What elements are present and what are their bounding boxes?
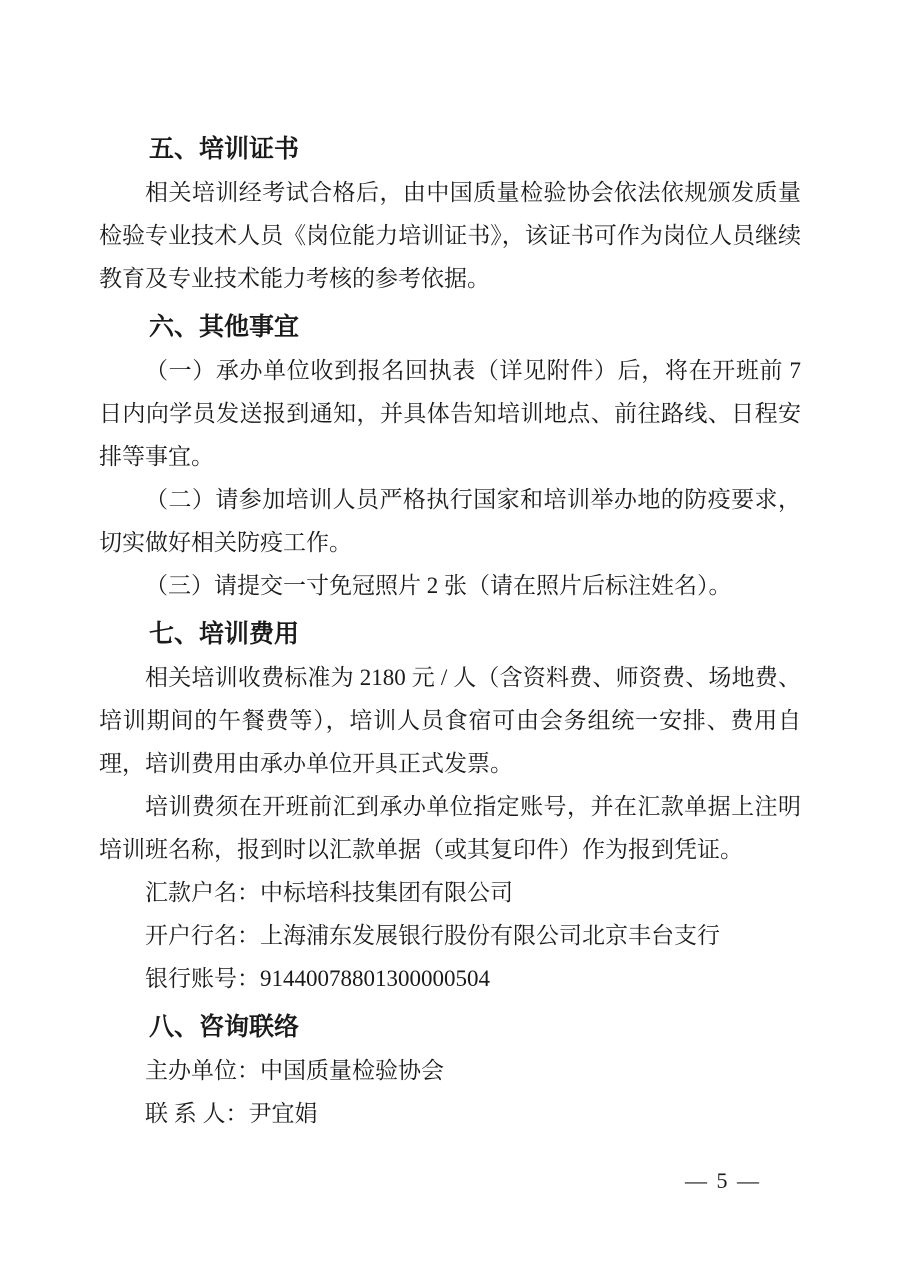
paragraph: 相关培训经考试合格后，由中国质量检验协会依法依规颁发质量检验专业技术人员《岗位能力培训证书》，该证书可作为岗位人员继续教育及专业技术能力考核的参考依据。: [99, 180, 801, 291]
document-section: [99, 128, 801, 300]
info-line: [99, 957, 801, 1000]
info-value: 上海浦东发展银行股份有限公司北京丰台支行: [260, 923, 720, 948]
document-section: [99, 306, 801, 607]
document-section: [99, 1006, 801, 1135]
info-label: 主办单位：: [145, 1058, 260, 1083]
paragraph: 相关培训收费标准为 2180 元 / 人（含资料费、师资费、场地费、培训期间的午餐费等），培训人员食宿可由会务组统一安排、费用自理，培训费用由承办单位开具正式发票。: [99, 665, 801, 776]
page-number: — 5 —: [685, 1168, 761, 1193]
paragraph: 培训费须在开班前汇到承办单位指定账号，并在汇款单据上注明培训班名称，报到时以汇款单据（或其复印件）作为报到凭证。: [99, 794, 801, 862]
info-line: [99, 1049, 801, 1092]
section-heading: 七、培训费用: [149, 620, 300, 648]
paragraph: （二）请参加培训人员严格执行国家和培训举办地的防疫要求，切实做好相关防疫工作。: [99, 487, 801, 555]
info-line: [99, 914, 801, 957]
document-section: [99, 613, 801, 1000]
info-line: [99, 871, 801, 914]
info-value: 中标培科技集团有限公司: [260, 880, 513, 905]
document-body: [99, 128, 801, 1135]
info-value: 尹宜娟: [248, 1101, 318, 1126]
paragraph: （三）请提交一寸免冠照片 2 张（请在照片后标注姓名）。: [145, 573, 732, 598]
info-label: 汇款户名：: [145, 880, 260, 905]
info-label: 银行账号：: [145, 966, 260, 991]
page-footer: [0, 1168, 900, 1194]
section-heading: 八、咨询联络: [149, 1013, 300, 1041]
info-value: 中国质量检验协会: [260, 1058, 444, 1083]
paragraph: （一）承办单位收到报名回执表（详见附件）后，将在开班前 7 日内向学员发送报到通知，并具体告知培训地点、前往路线、日程安排等事宜。: [99, 358, 801, 469]
section-heading: 五、培训证书: [149, 135, 300, 163]
info-line: [99, 1092, 801, 1135]
section-heading: 六、其他事宜: [149, 313, 300, 341]
info-label: 开户行名：: [145, 923, 260, 948]
info-value: 91440078801300000504: [260, 966, 490, 991]
info-label: 联 系 人：: [145, 1101, 249, 1126]
